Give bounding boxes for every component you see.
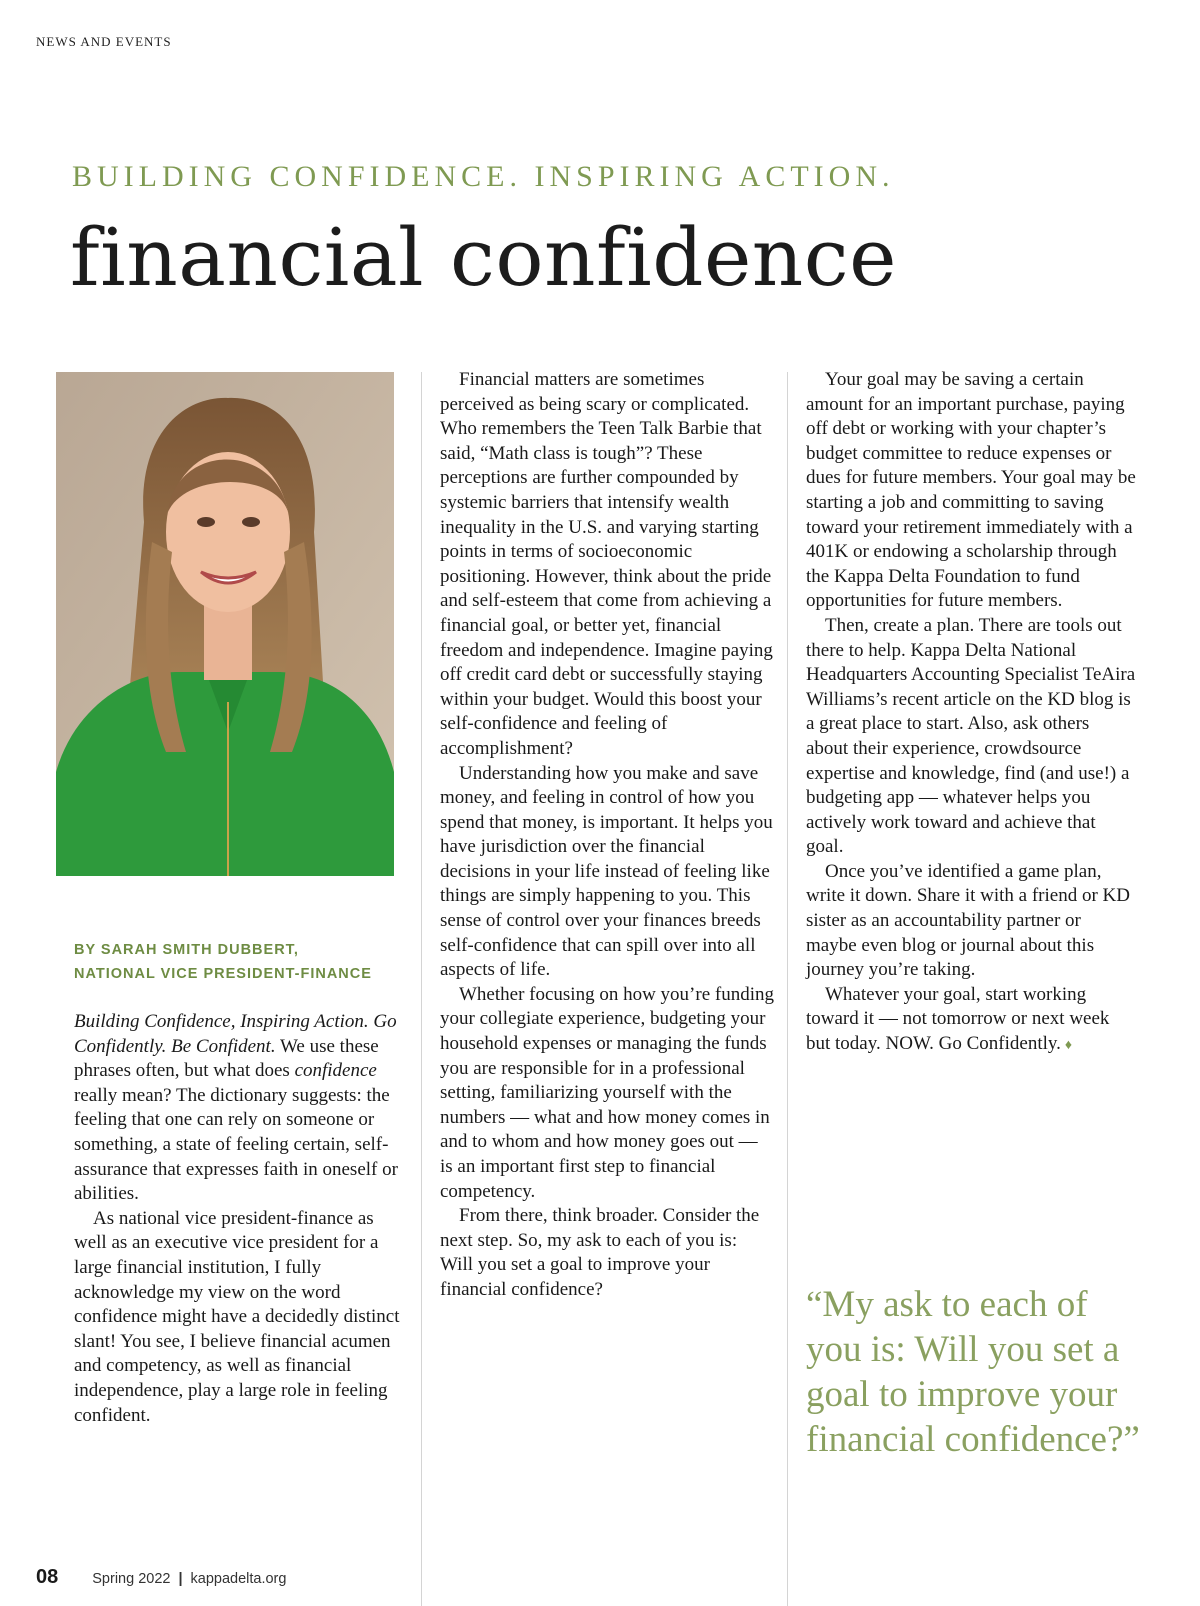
page-number: 08 [36,1566,59,1588]
article-byline [74,938,404,986]
author-photo [56,372,394,876]
column-divider [787,372,788,1606]
pull-quote: “My ask to each of you is: Will you set a goal to improve your financial confidence?” [806,1284,1140,1460]
italic-phrase: Building Confidence, Inspiring Action. Go Confidently. Be Confident. [74,1011,397,1057]
diamond-end-mark-icon: ♦ [1064,1038,1073,1054]
paragraph [74,1010,404,1207]
paragraph: Once you’ve identified a game plan, write it down. Share it with a friend or KD sister as an accountability partner or maybe even blog or journal about this journey you’re taking. [806,860,1130,981]
paragraph [806,983,1136,1059]
author-portrait-image [56,372,394,876]
article-kicker: BUILDING CONFIDENCE. INSPIRING ACTION. [72,160,895,193]
byline-author: BY SARAH SMITH DUBBERT, [74,942,299,958]
text-span: really mean? The dictionary suggests: the feeling that one can rely on someone or something, a state of feeling certain, self-assurance that expresses faith in oneself or abilities. [74,1084,398,1205]
text-span: We use these phrases often, but what does [74,1035,379,1082]
text-column-2 [440,368,774,1303]
paragraph: Understanding how you make and save money, and feeling in control of how you spend that money, is important. It helps you have jurisdiction over the financial decisions in your life instead of feeling like things are simply happening to you. This sense of control over your finances breeds self-confidence that can spill over into all aspects of life. [440,762,773,981]
text-column-3 [806,368,1136,1059]
paragraph: From there, think broader. Consider the next step. So, my ask to each of you is: Will you set a goal to improve your financial confidence? [440,1205,760,1300]
paragraph: Then, create a plan. There are tools out there to help. Kappa Delta National Headquarters Accounting Specialist TeAira Williams’s recent article on the KD blog is a great place to start. Also, ask others about their experience, crowdsource expertise and knowledge, find (and use!) a budgeting app — whatever helps you actively work toward and achieve that goal. [806,614,1136,858]
emphasis: confidence [294,1060,377,1082]
byline-title: NATIONAL VICE PRESIDENT-FINANCE [74,966,372,982]
section-label: NEWS AND EVENTS [36,34,172,49]
page-footer [36,1566,286,1589]
paragraph: Financial matters are sometimes perceived as being scary or complicated. Who remembers the Teen Talk Barbie that said, “Math class is tough”? These perceptions are further compounded by systemic barriers that intensify wealth inequality in the U.S. and varying starting points in terms of socioeconomic positioning. However, think about the pride and self-esteem that come from achieving a financial goal, or better yet, financial freedom and independence. Imagine paying off credit card debt or successfully staying within your budget. Would this boost your self-confidence and feeling of accomplishment? [440,369,773,759]
article-headline: financial confidence [70,211,897,304]
column-divider [421,372,422,1606]
text-span: Whatever your goal, start working toward it — not tomorrow or next week but today. NOW. Go Confidently. [806,983,1110,1055]
paragraph: Whether focusing on how you’re funding your collegiate experience, budgeting your household expenses or managing the funds you are responsible for in a professional setting, familiarizing yourself with the numbers — what and how money comes in and to whom and how money goes out — is an important first step to financial competency. [440,983,775,1202]
footer-separator: | [178,1571,183,1587]
issue-label: Spring 2022 [92,1571,171,1587]
website-label: kappadelta.org [190,1571,287,1587]
text-column-1 [74,1010,404,1428]
paragraph: Your goal may be saving a certain amount for an important purchase, paying off debt or working with your chapter’s budget committee to reduce expenses or dues for future members. Your goal may be starting a job and committing to saving toward your retirement immediately with a 401K or endowing a scholarship through the Kappa Delta Foundation to fund opportunities for future members. [806,369,1136,612]
paragraph: As national vice president-finance as well as an executive vice president for a large financial institution, I fully acknowledge my view on the word confidence might have a decidedly distinct slant! You see, I believe financial acumen and competency, as well as financial independence, play a large role in feeling confident. [74,1207,400,1426]
